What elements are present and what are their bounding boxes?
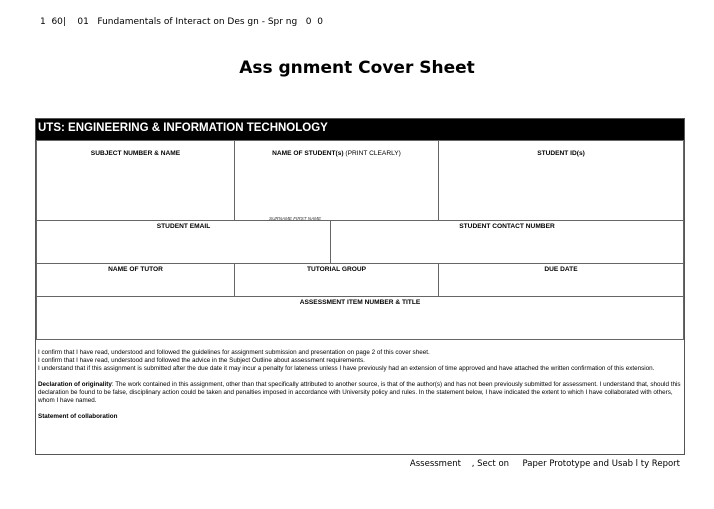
contact-label: STUDENT CONTACT NUMBER [459, 223, 555, 230]
collaboration-statement [38, 413, 683, 421]
due-date-label: DUE DATE [544, 266, 578, 273]
surname-hint: SURNAME FIRST NAME [269, 216, 322, 221]
running-header: 1 60| 01 Fundamentals of Interact on Des gn - Spr ng 0 0 [40, 17, 323, 27]
page-title: Ass gnment Cover Sheet [239, 58, 475, 78]
page-footer: Assessment , Sect on Paper Prototype and Usab l ty Report [409, 459, 680, 469]
originality-label: Declaration of originality [38, 381, 112, 388]
student-name-label [234, 150, 439, 157]
lateness-notice: I understand that if this assignment is submitted after the due date it may incur a penalty for lateness unless I have previously had an extension of time approved and have attached the written confirmation of this extension. [38, 365, 655, 372]
assessment-item-label: ASSESSMENT ITEM NUMBER & TITLE [299, 299, 421, 306]
tutor-label: NAME OF TUTOR [108, 266, 163, 273]
cover-sheet-form [35, 118, 685, 455]
confirm-guidelines: I confirm that I have read, understood and followed the guidelines for assignment submission and presentation on page 2 of this cover sheet. [38, 349, 430, 356]
confirm-outline: I confirm that I have read, understood and followed the advice in the Subject Outline about assessment requirements. [38, 357, 365, 364]
subject-label: SUBJECT NUMBER & NAME [90, 150, 181, 157]
originality-text: : The work contained in this assignment, other than that specifically attributed to another source, is that of the author(s) and has not been previously submitted for assessment. I understand that, should this declaration be found to be false, disciplinary action could be taken and penalties imposed in accordance with University policy and rules. In the statement below, I have indicated the extent to which I have collaborated with others, whom I have named. [38, 381, 681, 404]
declaration-block [38, 349, 683, 421]
email-label: STUDENT EMAIL [156, 223, 211, 230]
student-name-note: (PRINT CLEARLY) [343, 150, 401, 157]
faculty-banner: UTS: ENGINEERING & INFORMATION TECHNOLOGY [36, 119, 684, 140]
collaboration-label: Statement of collaboration [38, 413, 118, 420]
tutorial-label: TUTORIAL GROUP [306, 266, 367, 273]
student-name-label-text: NAME OF STUDENT(s) [272, 150, 344, 157]
originality-declaration [38, 381, 683, 405]
student-id-label: STUDENT ID(s) [537, 150, 585, 157]
